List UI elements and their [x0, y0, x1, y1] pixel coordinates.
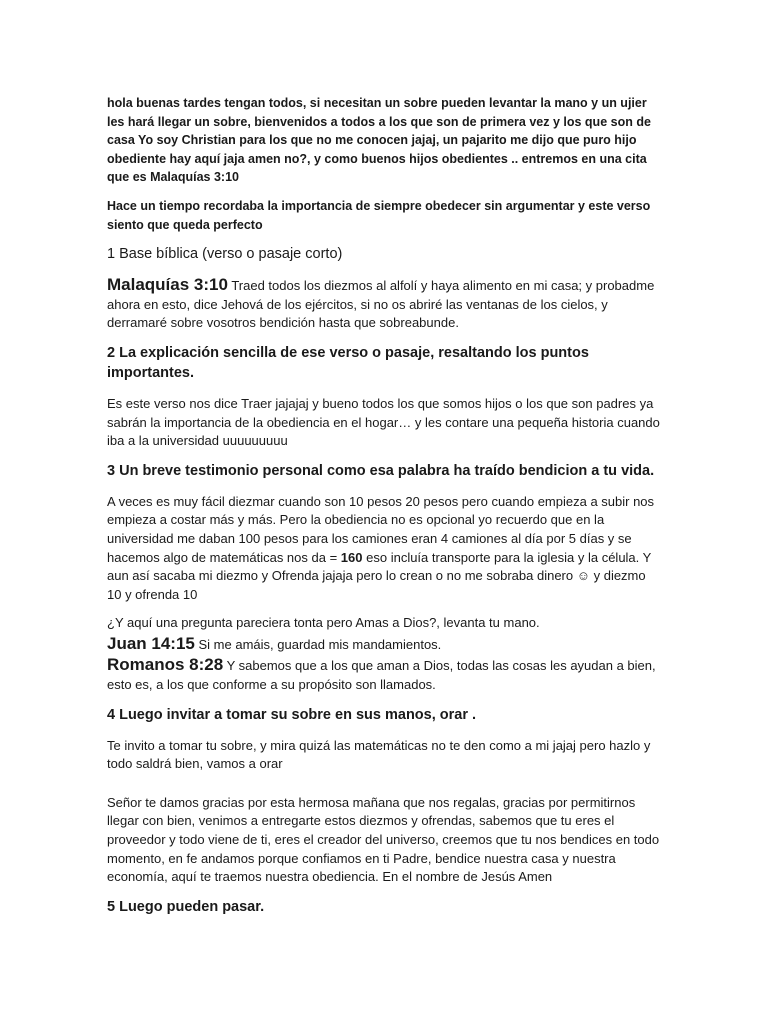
- section-4-text: Te invito a tomar tu sobre, y mira quizá las matemáticas no te den como a mi jajaj pero hazlo y todo saldrá bien, vamos a orar: [107, 737, 651, 772]
- verse-text-romanos: Y sabemos que a los que aman a Dios, todas las cosas les ayudan a bien, esto es, a los que conforme a su propósito son llamados.: [107, 658, 656, 693]
- verse-reference-malaquias: Malaquías 3:10: [107, 275, 228, 295]
- section-1-verse: [107, 276, 663, 333]
- section-3-question: ¿Y aquí una pregunta pareciera tonta pero Amas a Dios?, levanta tu mano.: [107, 615, 540, 631]
- section-2-heading: 2 La explicación sencilla de ese verso o pasaje, resaltando los puntos importantes.: [107, 344, 589, 381]
- intro-paragraph-2: Hace un tiempo recordaba la importancia de siempre obedecer sin argumentar y este verso siento que queda perfecto: [107, 198, 651, 232]
- verse-text-juan: Si me amáis, guardad mis mandamientos.: [198, 636, 442, 652]
- verse-text-malaquias: Traed todos los diezmos al alfolí y haya alimento en mi casa; y probadme ahora en esto, dice Jehová de los ejércitos, si no os abriré las ventanas de los cielos, y derramaré sobre vosotros bendición hasta que sobreabunde.: [107, 278, 655, 331]
- verse-reference-romanos: Romanos 8:28: [107, 655, 224, 675]
- section-2-text: Es este verso nos dice Traer jajajaj y bueno todos los que somos hijos o los que son padres ya sabrán la importancia de la obediencia en el hogar… y les contare una pequeña historia cuando iba a la universidad uuuuuuuuu: [107, 395, 660, 449]
- section-4-prayer: Señor te damos gracias por esta hermosa mañana que nos regalas, gracias por permitirnos llegar con bien, venimos a entregarte estos diezmos y ofrendas, sabemos que tu eres el proveedor y todo viene de ti, eres el creador del universo, creemos que tu nos bendices en todo momento, en fe andamos porque confiamos en ti Padre, bendice nuestra casa y nuestra economía, aquí te traemos nuestra obediencia. En el nombre de Jesús Amen: [107, 794, 660, 885]
- section-5-heading: 5 Luego pueden pasar.: [107, 898, 265, 915]
- section-3-verse-juan: [107, 635, 663, 655]
- section-4-heading: 4 Luego invitar a tomar su sobre en sus manos, orar .: [107, 706, 477, 723]
- testimony-text-a: A veces es muy fácil diezmar cuando son 10 pesos 20 pesos pero cuando empieza a subir nos empieza a costar más y más. Pero la obediencia no es opcional yo recuerdo que en la universidad me daban 100 pesos para los camiones eran 4 camiones al día por 5 días y se hacemos algo de matemáticas nos da =: [107, 493, 655, 565]
- document-page: [107, 94, 663, 929]
- intro-paragraph: hola buenas tardes tengan todos, si necesitan un sobre pueden levantar la mano y un ujier les hará llegar un sobre, bienvenidos a todos a los que son de primera vez y los que son de casa Yo soy Christian para los que no me conocen jajaj, un pajarito me dijo que puro hijo obediente hay aquí jaja amen no?, y como buenos hijos obedientes .. entremos en una cita que es Malaquías 3:10: [107, 96, 651, 185]
- section-1-heading: 1 Base bíblica (verso o pasaje corto): [107, 246, 343, 263]
- testimony-text-b: eso incluía transporte para la iglesia y la célula. Y aun así sacaba mi diezmo y Ofrenda jajaja pero lo crean o no me sobraba dinero ☺ y diezmo 10 y ofrenda 10: [107, 549, 652, 602]
- testimony-number: 160: [340, 549, 363, 565]
- section-3-testimony: [107, 493, 663, 605]
- section-3-heading: 3 Un breve testimonio personal como esa palabra ha traído bendicion a tu vida.: [107, 462, 655, 479]
- verse-reference-juan: Juan 14:15: [107, 633, 195, 653]
- section-3-verse-romanos: [107, 656, 663, 694]
